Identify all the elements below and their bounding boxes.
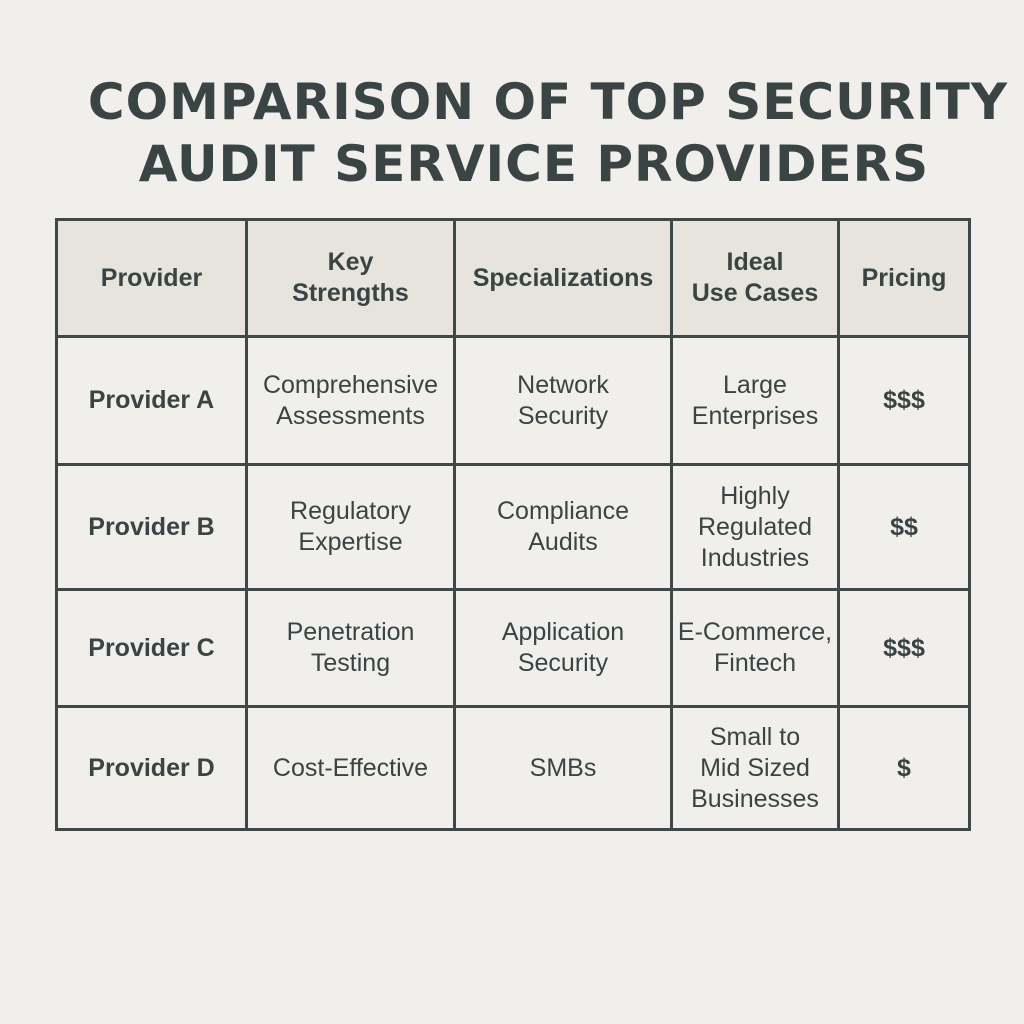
- cell-ideal-use-cases: Large Enterprises: [672, 337, 839, 465]
- page-title-line-2: AUDIT SERVICE PROVIDERS: [138, 135, 930, 193]
- cell-pricing: $$$: [839, 590, 970, 707]
- cell-specializations: Compliance Audits: [455, 465, 672, 590]
- cell-key-strengths: Penetration Testing: [247, 590, 455, 707]
- table-row: [57, 707, 970, 830]
- cell-key-strengths: Cost-Effective: [247, 707, 455, 830]
- header-key-strengths: Key Strengths: [247, 220, 455, 337]
- cell-provider: Provider C: [57, 590, 247, 707]
- table-header-row: [57, 220, 970, 337]
- header-provider: Provider: [57, 220, 247, 337]
- table-row: [57, 590, 970, 707]
- cell-specializations: SMBs: [455, 707, 672, 830]
- cell-pricing: $: [839, 707, 970, 830]
- table-row: [57, 465, 970, 590]
- cell-pricing: $$$: [839, 337, 970, 465]
- cell-specializations: Network Security: [455, 337, 672, 465]
- cell-ideal-use-cases: E-Commerce, Fintech: [672, 590, 839, 707]
- cell-provider: Provider D: [57, 707, 247, 830]
- cell-key-strengths: Comprehensive Assessments: [247, 337, 455, 465]
- cell-provider: Provider B: [57, 465, 247, 590]
- header-ideal-use-cases: Ideal Use Cases: [672, 220, 839, 337]
- cell-ideal-use-cases: Small to Mid Sized Businesses: [672, 707, 839, 830]
- cell-specializations: Application Security: [455, 590, 672, 707]
- header-specializations: Specializations: [455, 220, 672, 337]
- comparison-table: [55, 218, 971, 831]
- cell-pricing: $$: [839, 465, 970, 590]
- cell-ideal-use-cases: Highly Regulated Industries: [672, 465, 839, 590]
- page-title-line-1: COMPARISON OF TOP SECURITY: [87, 73, 1009, 131]
- cell-key-strengths: Regulatory Expertise: [247, 465, 455, 590]
- cell-provider: Provider A: [57, 337, 247, 465]
- table-row: [57, 337, 970, 465]
- header-pricing: Pricing: [839, 220, 970, 337]
